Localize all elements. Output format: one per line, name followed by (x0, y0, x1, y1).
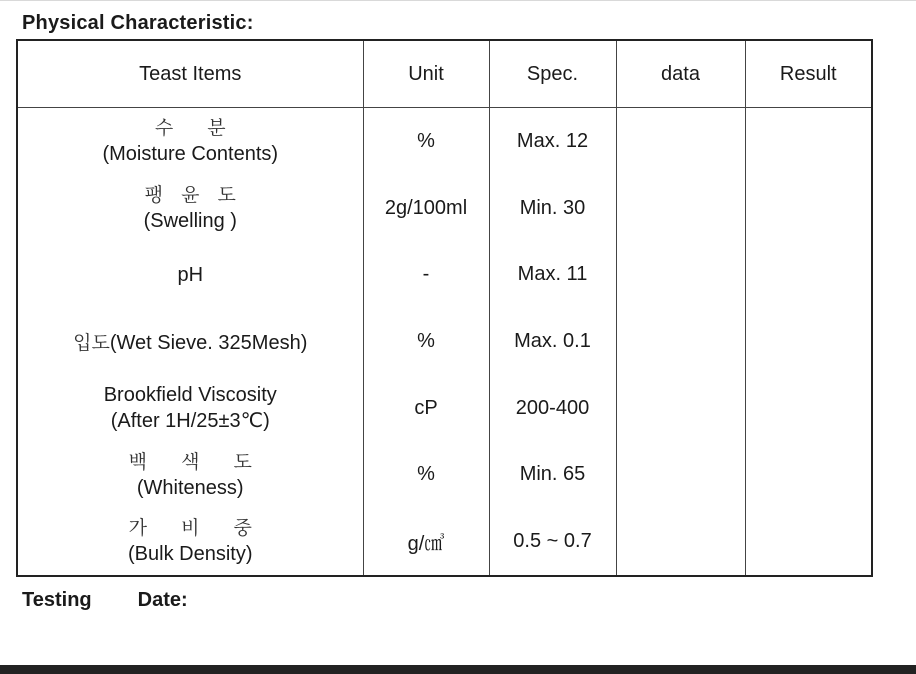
bottom-bar (0, 665, 916, 674)
table-row (17, 441, 872, 508)
item-cell (17, 241, 363, 308)
item-condition: (After 1H/25±3℃) (110, 410, 270, 433)
item-korean: 가 비 중 (128, 517, 266, 540)
table-row (17, 108, 872, 175)
spec-cell: 0.5 ~ 0.7 (489, 508, 616, 576)
table-row (17, 175, 872, 242)
item-cell (17, 175, 363, 242)
item-english: (Wet Sieve. 325Mesh) (109, 331, 308, 354)
date-label: Date: (137, 589, 188, 611)
header-result: Result (745, 40, 872, 108)
item-cell (17, 508, 363, 576)
item-cell (17, 308, 363, 375)
result-cell (745, 508, 872, 576)
table-header-row (17, 40, 872, 108)
item-korean: 팽 윤 도 (144, 184, 242, 207)
spec-cell: Max. 11 (489, 241, 616, 308)
result-cell (745, 375, 872, 442)
section-title: Physical Characteristic: (22, 12, 254, 34)
spec-cell: Min. 65 (489, 441, 616, 508)
result-cell (745, 175, 872, 242)
data-cell (616, 508, 745, 576)
result-cell (745, 441, 872, 508)
table-row (17, 508, 872, 576)
unit-cell: g/㎤ (363, 508, 489, 576)
item-english: (Swelling ) (143, 210, 237, 233)
spec-table (16, 39, 873, 577)
data-cell (616, 441, 745, 508)
table-row (17, 241, 872, 308)
top-divider (0, 0, 916, 1)
data-cell (616, 375, 745, 442)
data-cell (616, 241, 745, 308)
item-cell (17, 375, 363, 442)
data-cell (616, 308, 745, 375)
header-test-items: Teast Items (17, 40, 363, 108)
unit-cell: 2g/100ml (363, 175, 489, 242)
item-cell (17, 441, 363, 508)
header-data: data (616, 40, 745, 108)
item-korean: 입도 (73, 331, 110, 354)
header-spec: Spec. (489, 40, 616, 108)
item-cell (17, 108, 363, 175)
item-title: Brookfield Viscosity (103, 384, 277, 407)
table-row (17, 308, 872, 375)
item-english: (Bulk Density) (128, 543, 253, 566)
item-english: pH (177, 263, 204, 286)
unit-cell: % (363, 308, 489, 375)
result-cell (745, 108, 872, 175)
testing-footer (22, 589, 188, 612)
unit-cell: % (363, 441, 489, 508)
spec-cell: Min. 30 (489, 175, 616, 242)
item-korean: 수 분 (154, 117, 240, 140)
spec-cell: 200-400 (489, 375, 616, 442)
table-row (17, 375, 872, 442)
testing-label: Testing (22, 589, 92, 611)
spec-cell: Max. 12 (489, 108, 616, 175)
item-korean: 백 색 도 (128, 450, 266, 473)
data-cell (616, 108, 745, 175)
unit-cell: cP (363, 375, 489, 442)
item-english: (Whiteness) (136, 476, 244, 499)
data-cell (616, 175, 745, 242)
spec-cell: Max. 0.1 (489, 308, 616, 375)
result-cell (745, 308, 872, 375)
unit-cell: % (363, 108, 489, 175)
unit-cell: - (363, 241, 489, 308)
header-unit: Unit (363, 40, 489, 108)
item-english: (Moisture Contents) (102, 143, 279, 166)
result-cell (745, 241, 872, 308)
